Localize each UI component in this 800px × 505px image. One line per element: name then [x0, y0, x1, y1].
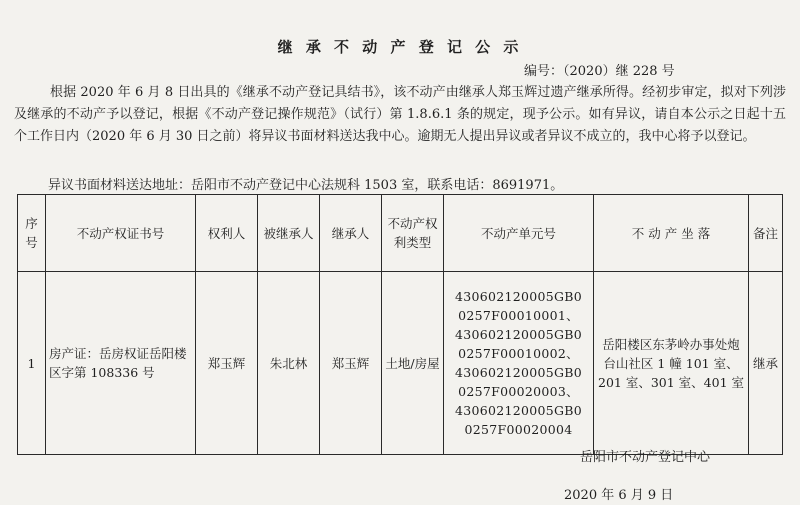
objection-address: 异议书面材料送达地址：岳阳市不动产登记中心法规科 1503 室，联系电话：8691971。: [48, 178, 564, 193]
cell-deceased: 朱北林: [258, 272, 320, 455]
cell-remark: 继承: [749, 272, 783, 455]
unit-no-line: 430602120005GB0: [454, 403, 583, 418]
registration-table: [17, 194, 783, 455]
table-row: [18, 272, 783, 455]
cell-location: 岳阳楼区东茅岭办事处炮台山社区 1 幢 101 室、201 室、301 室、401 室: [594, 272, 749, 455]
table-header-row: [18, 195, 783, 272]
header-cert-no: 不动产权证书号: [46, 195, 196, 272]
unit-no-line: 0257F00020003、: [458, 384, 579, 399]
issue-date: 2020 年 6 月 9 日: [564, 488, 674, 503]
unit-no-line: 430602120005GB0: [454, 289, 583, 304]
header-location: 不 动 产 坐 落: [594, 195, 749, 272]
cell-unit-no: [444, 272, 594, 455]
notice-body: 根据 2020 年 6 月 8 日出具的《继承不动产登记具结书》，该不动产由继承人郑玉辉过遗产继承所得。经初步审定，拟对下列涉及继承的不动产予以登记，根据《不动产登记操作规范》（试行）第 1.8.6.1 条的规定，现予公示。如有异议，请自本公示之日起十五个工作日内（2020 年 6 月 30 日之前）将异议书面材料送达我中心。逾期无人提出异议或者异议不成立的，我中心将予以登记。: [14, 85, 786, 144]
header-right-holder: 权利人: [196, 195, 258, 272]
unit-no-line: 0257F00020004: [464, 422, 573, 437]
unit-no-line: 430602120005GB0: [454, 327, 583, 342]
header-unit-no: 不动产单元号: [444, 195, 594, 272]
cell-right-type: 土地/房屋: [382, 272, 444, 455]
cell-heir: 郑玉辉: [320, 272, 382, 455]
header-heir: 继承人: [320, 195, 382, 272]
unit-no-line: 0257F00010001、: [458, 308, 579, 323]
cell-right-holder: 郑玉辉: [196, 272, 258, 455]
cell-seq: 1: [18, 272, 46, 455]
header-deceased: 被继承人: [258, 195, 320, 272]
notice-title: 继 承 不 动 产 登 记 公 示: [277, 38, 523, 56]
unit-no-line: 430602120005GB0: [454, 365, 583, 380]
issuer-name: 岳阳市不动产登记中心: [580, 450, 711, 465]
unit-no-line: 0257F00010002、: [458, 346, 579, 361]
cell-cert-no: 房产证：岳房权证岳阳楼区字第 108336 号: [46, 272, 196, 455]
document-number: 编号：（2020）继 228 号: [524, 64, 675, 79]
header-right-type: 不动产权利类型: [382, 195, 444, 272]
header-seq: 序号: [18, 195, 46, 272]
header-remark: 备注: [749, 195, 783, 272]
